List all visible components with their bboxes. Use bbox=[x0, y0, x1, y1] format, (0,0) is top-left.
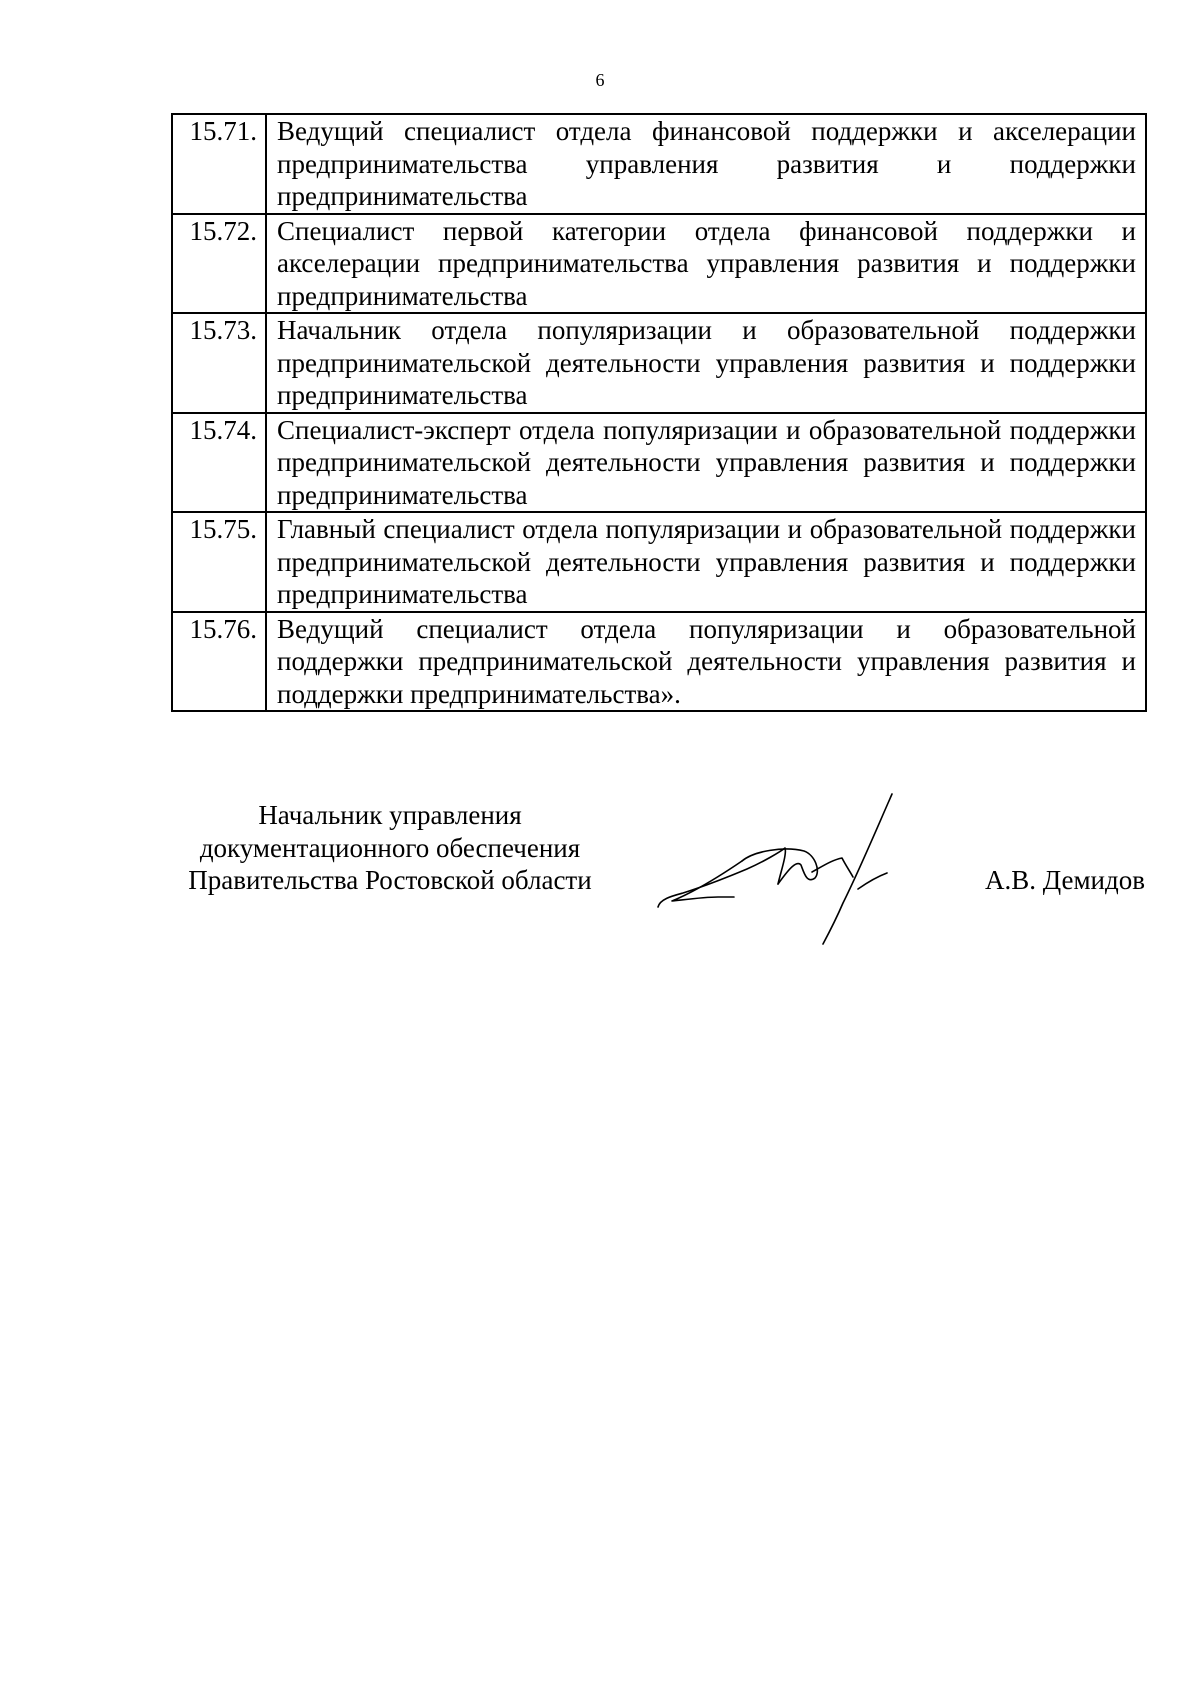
positions-table bbox=[171, 113, 1147, 712]
signer-name: А.В. Демидов bbox=[984, 865, 1145, 895]
table-row bbox=[172, 114, 1146, 214]
row-number: 15.76. bbox=[172, 612, 266, 712]
signer-title-line: Начальник управления bbox=[258, 800, 522, 830]
signer-title-line: Правительства Ростовской области bbox=[188, 865, 592, 895]
table-row bbox=[172, 612, 1146, 712]
row-number: 15.72. bbox=[172, 214, 266, 314]
table-row bbox=[172, 313, 1146, 413]
row-number: 15.71. bbox=[172, 114, 266, 214]
signer-title-line: документационного обеспечения bbox=[199, 832, 581, 863]
row-position-text: Ведущий специалист отдела финансовой поддержки и акселерации предпринимательства управления развития и поддержки предпринимательства bbox=[266, 114, 1146, 214]
row-position-text: Ведущий специалист отдела популяризации и образовательной поддержки предпринимательской деятельности управления развития и поддержки предпринимательства». bbox=[266, 612, 1146, 712]
row-number: 15.74. bbox=[172, 413, 266, 513]
row-position-text: Специалист первой категории отдела финансовой поддержки и акселерации предпринимательства управления развития и поддержки предпринимательства bbox=[266, 214, 1146, 314]
signer-title bbox=[160, 799, 620, 897]
table-row bbox=[172, 214, 1146, 314]
page-number: 6 bbox=[595, 70, 605, 90]
table-row bbox=[172, 512, 1146, 612]
signature bbox=[650, 780, 950, 950]
table-row bbox=[172, 413, 1146, 513]
row-number: 15.75. bbox=[172, 512, 266, 612]
row-position-text: Начальник отдела популяризации и образовательной поддержки предпринимательской деятельности управления развития и поддержки предпринимательства bbox=[266, 313, 1146, 413]
row-position-text: Специалист-эксперт отдела популяризации и образовательной поддержки предпринимательской деятельности управления развития и поддержки предпринимательства bbox=[266, 413, 1146, 513]
row-position-text: Главный специалист отдела популяризации и образовательной поддержки предпринимательской деятельности управления развития и поддержки предпринимательства bbox=[266, 512, 1146, 612]
row-number: 15.73. bbox=[172, 313, 266, 413]
